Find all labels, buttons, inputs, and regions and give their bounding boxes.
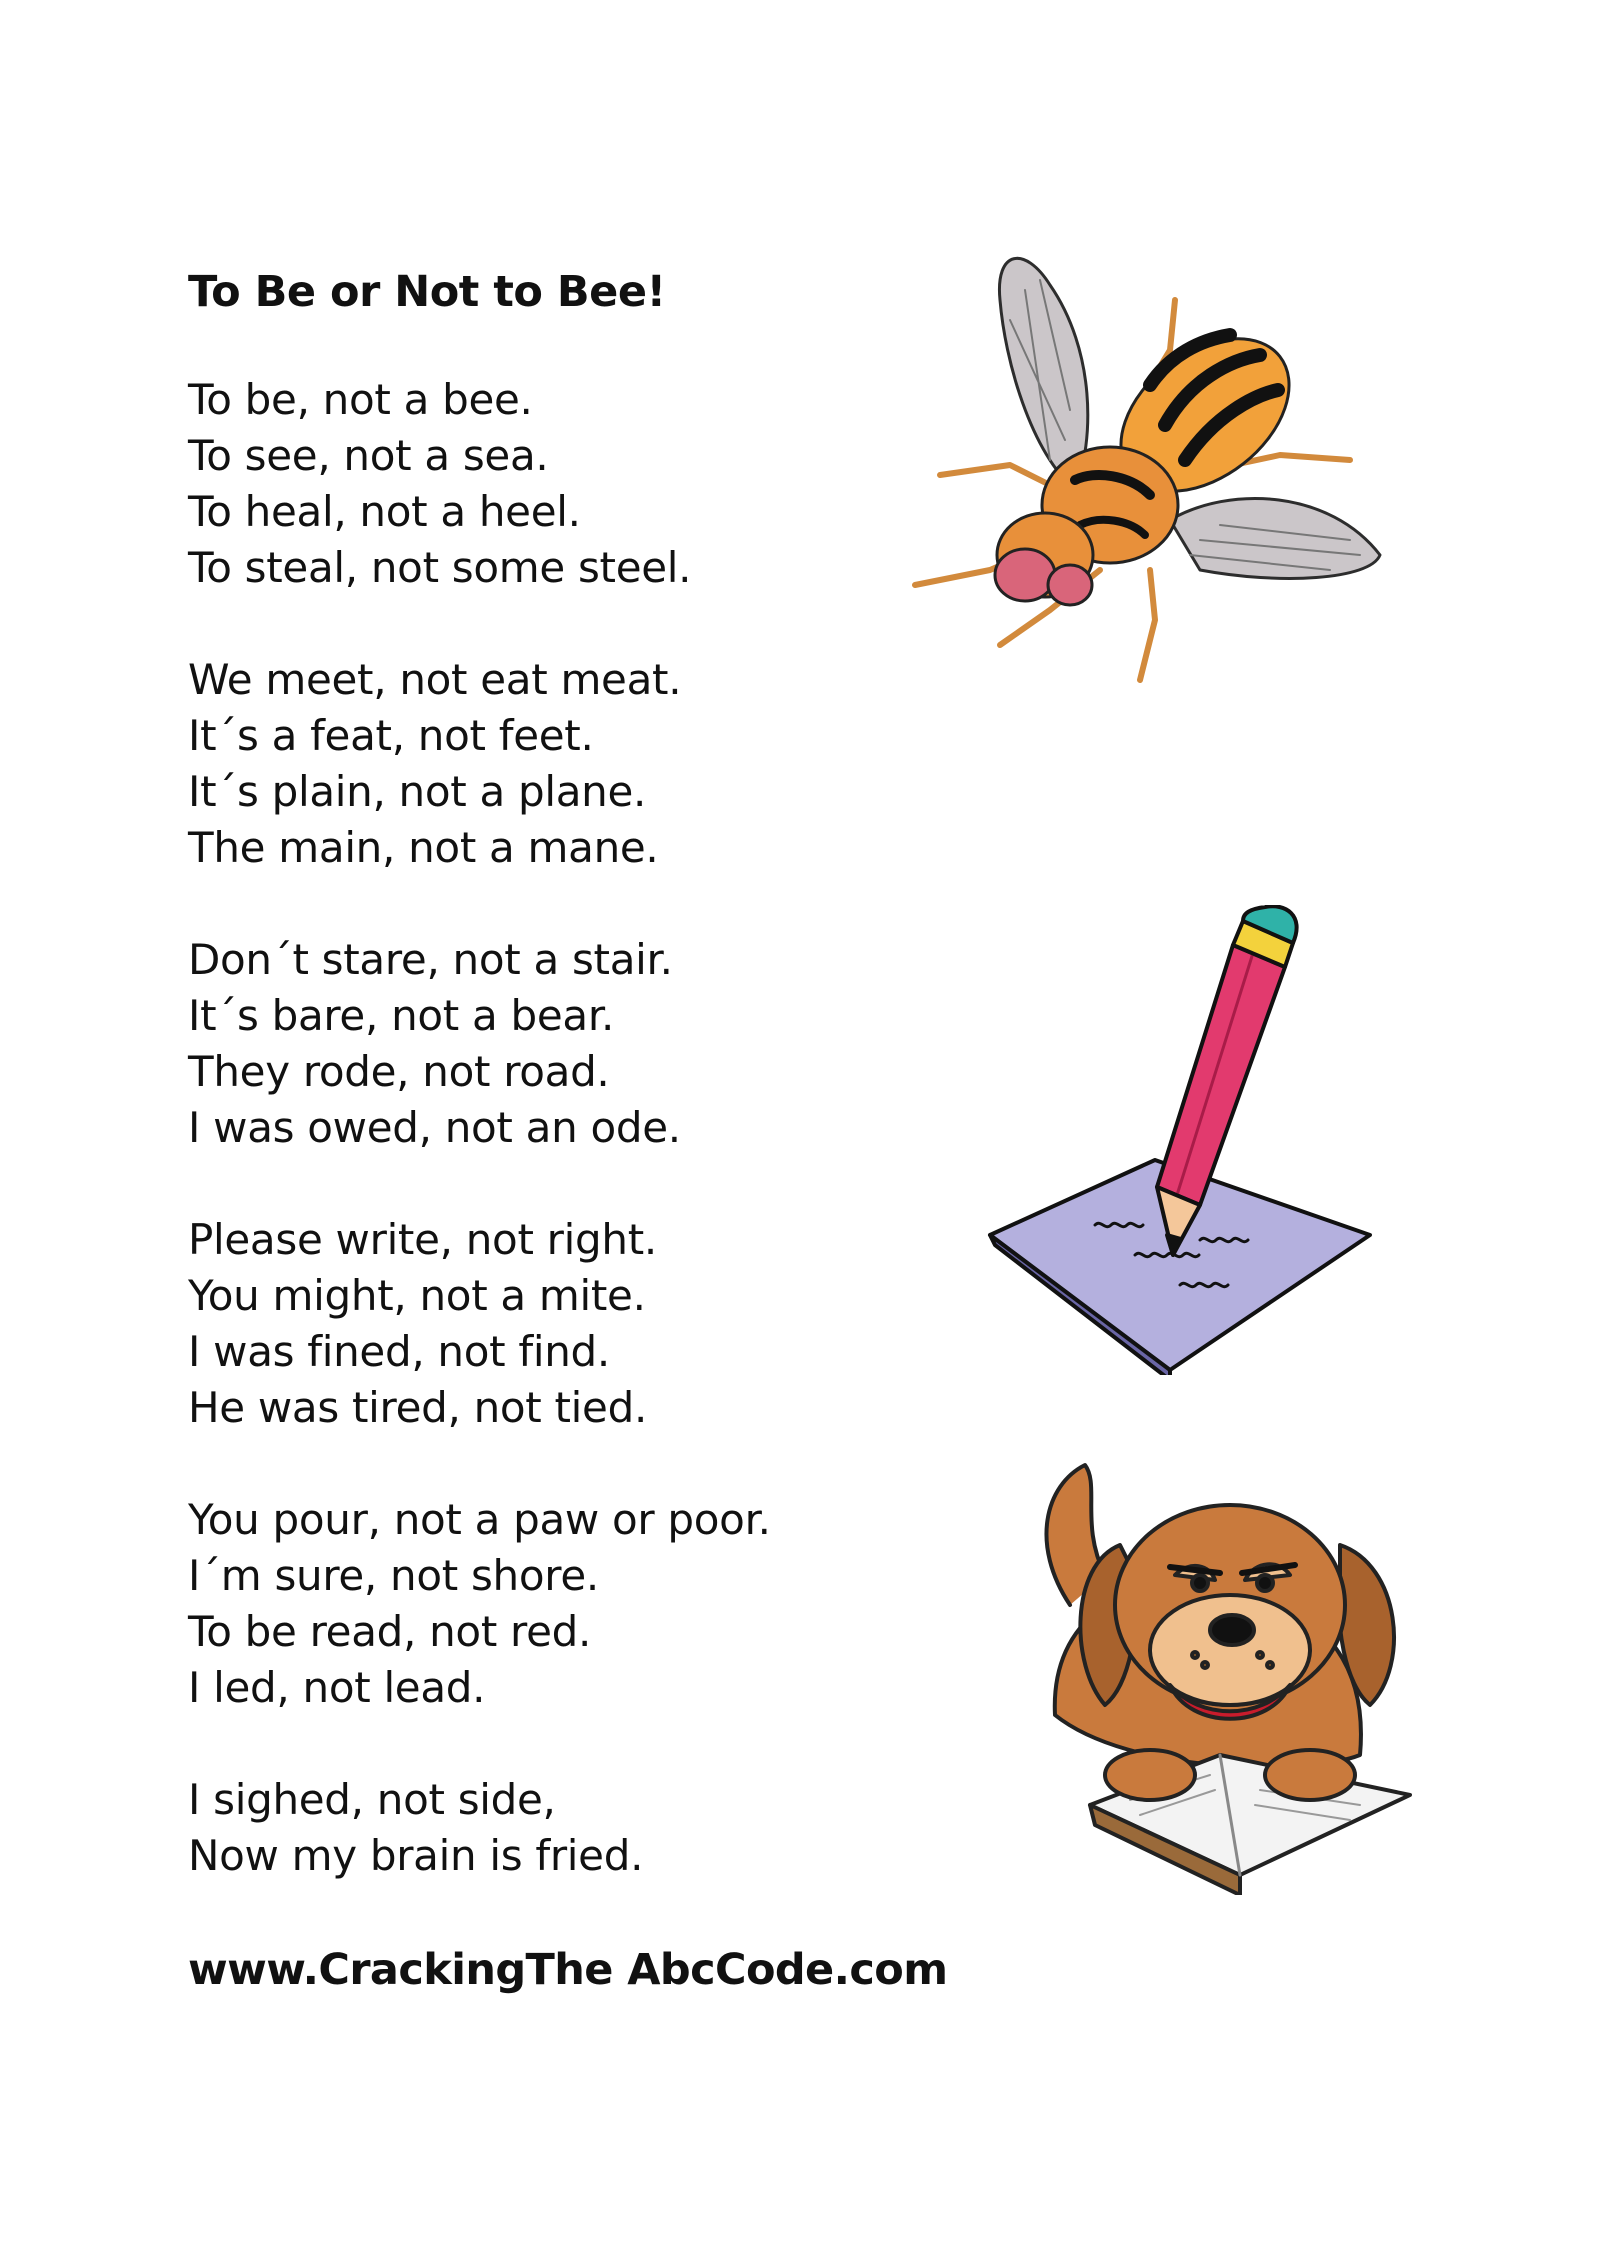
stanza-5: [188, 1492, 1008, 1716]
poem-line: I´m sure, not shore.: [188, 1551, 599, 1600]
poem-line: It´s bare, not a bear.: [188, 991, 614, 1040]
poem-line: I was owed, not an ode.: [188, 1103, 681, 1152]
poem-line: Don´t stare, not a stair.: [188, 935, 673, 984]
dog-reading-illustration: [1010, 1455, 1450, 1895]
bee-illustration: [900, 240, 1390, 710]
poem-line: The main, not a mane.: [188, 823, 659, 872]
poem-line: To be read, not red.: [188, 1607, 592, 1656]
pencil-writing-illustration: [985, 905, 1375, 1375]
stanza-4: [188, 1212, 1008, 1436]
poem-line: Please write, not right.: [188, 1215, 657, 1264]
poem: [188, 262, 1008, 2000]
poem-line: You pour, not a paw or poor.: [188, 1495, 771, 1544]
poem-line: It´s plain, not a plane.: [188, 767, 647, 816]
poem-title: To Be or Not to Bee!: [188, 267, 666, 317]
poem-line: It´s a feat, not feet.: [188, 711, 594, 760]
poem-line: You might, not a mite.: [188, 1271, 646, 1320]
poem-line: They rode, not road.: [188, 1047, 610, 1096]
poem-line: Now my brain is fried.: [188, 1831, 644, 1880]
website-url: www.CrackingThe AbcCode.com: [188, 1945, 948, 1995]
poem-line: I sighed, not side,: [188, 1775, 556, 1824]
poem-line: To steal, not some steel.: [188, 543, 692, 592]
poem-line: To be, not a bee.: [188, 375, 533, 424]
poem-line: I led, not lead.: [188, 1663, 486, 1712]
poem-line: I was fined, not find.: [188, 1327, 610, 1376]
poem-line: To see, not a sea.: [188, 431, 549, 480]
poem-line: He was tired, not tied.: [188, 1383, 647, 1432]
poem-line: To heal, not a heel.: [188, 487, 581, 536]
stanza-2: [188, 652, 1008, 876]
stanza-3: [188, 932, 1008, 1156]
stanza-1: [188, 372, 1008, 596]
stanza-6: [188, 1772, 1008, 1884]
poem-line: We meet, not eat meat.: [188, 655, 682, 704]
